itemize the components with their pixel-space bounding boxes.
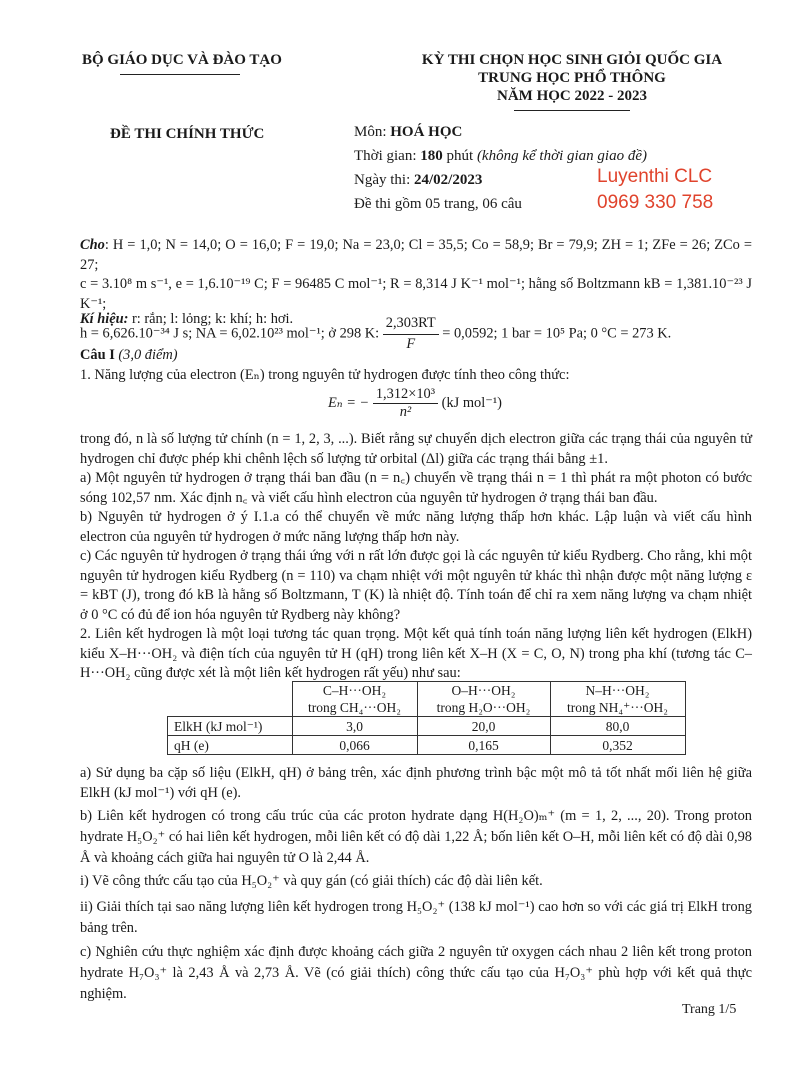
q1-part2: 2. Liên kết hydrogen là một loại tương tác quan trọng. Một kết quả tính toán năng lượng liên kết hydrogen (ElkH) kiểu X–H···OH₂ và điện tích của nguyên tử H (qH) trong liên kết X–H (X = C, O, N) trong pha khí (tương tác C–H···OH₂ cũng được xét là một liên kết hydrogen rất yếu) như sau: [80,626,752,681]
constant-fraction: $\frac{2,303RT}{F}$ [383,314,439,354]
q2-part-a: a) Sử dụng ba cặp số liệu (ElkH, qH) ở bảng trên, xác định phương trình bậc một mô tả tốt nhất mối liên hệ giữa ElkH (kJ mol⁻¹) với qH (e). [80,765,752,801]
exam-title-line3: NĂM HỌC 2022 - 2023 [497,88,647,104]
table-row: qH (e) 0,066 0,165 0,352 [168,736,686,755]
hydrogen-bond-table [167,681,686,755]
q2-part-c: c) Nghiên cứu thực nghiệm xác định được khoảng cách giữa 2 nguyên tử oxygen cách nhau 2 liên kết trong proton hydrate H₇O₃⁺ là 2,43 Å và 2,73 Å. Vẽ (có giải thích) công thức cấu tạo của H₇O₃⁺ phù hợp với kết quả thực nghiệm. [80,944,752,1002]
table-header-cell: N–H···OH₂ trong NH₄⁺···OH₂ [550,682,685,717]
watermark-name: Luyenthi CLC [597,166,713,187]
q1-part1: 1. Năng lượng của electron (Eₙ) trong nguyên tử hydrogen được tính theo công thức: [80,367,570,383]
symbols-line: Kí hiệu: r: rắn; l: lỏng; k: khí; h: hơi. [80,311,294,327]
question-1-title: Câu I (3,0 điểm) [80,347,178,363]
q1-part-a: a) Một nguyên tử hydrogen ở trạng thái ban đầu (n = n꜀) chuyển về trạng thái n = 1 thì phát ra một photon có bước sóng 102,57 nm. Xác định n꜀ và viết cấu hình electron của nguyên tử hydrogen ở trạng thái ban đầu. [80,470,752,506]
pages-line: Đề thi gồm 05 trang, 06 câu [354,196,522,212]
ministry-underline [120,74,240,75]
ministry-name: BỘ GIÁO DỤC VÀ ĐÀO TẠO [82,52,282,68]
exam-title-line1: KỲ THI CHỌN HỌC SINH GIỎI QUỐC GIA [421,52,723,68]
table-header-row [168,682,686,717]
q2-part-b-ii: ii) Giải thích tại sao năng lượng liên kết hydrogen trong H₅O₂⁺ (138 kJ mol⁻¹) cao hơn so với các giá trị ElkH trong bảng trên. [80,899,752,936]
table-header-cell: O–H···OH₂ trong H₂O···OH₂ [417,682,550,717]
subject-line: Môn: HOÁ HỌC [354,124,463,140]
energy-formula: Eₙ = − $\frac{\text{1,312×10³}}{\text{n²}}$ (kJ mol⁻¹) [328,386,502,420]
time-line: Thời gian: 180 phút (không kể thời gian giao đề) [354,148,647,164]
subject: HOÁ HỌC [390,124,463,140]
q1-part-c: c) Các nguyên tử hydrogen ở trạng thái ứng với n rất lớn được gọi là các nguyên tử kiểu Rydberg. Cho rằng, khi một nguyên tử hydrogen kiểu Rydberg (n = 110) va chạm nhiệt với một nguyên tử khác thì nhận được một năng lượng ε = kBT (J), trong đó kB là hằng số Boltzmann, T (K) là nhiệt độ. Tính toán để chỉ ra xem năng lượng va chạm nhiệt ở 0 °C có đủ để ion hóa nguyên tử Rydberg này không? [80,548,752,623]
q2-part-b-i: i) Vẽ công thức cấu tạo của H₅O₂⁺ và quy gán (có giải thích) các độ dài liên kết. [80,873,543,889]
official-label: ĐỀ THI CHÍNH THỨC [110,126,265,142]
date-line: Ngày thi: 24/02/2023 [354,172,483,188]
q1-part1-text: trong đó, n là số lượng tử chính (n = 1, 2, 3, ...). Biết rằng sự chuyển dịch electron giữa các trạng thái của nguyên tử hydrogen chỉ được phép khi chênh lệch số lượng tử orbital (Δl) giữa các trạng thái bằng ±1. [80,431,752,467]
constants-block: Cho: H = 1,0; N = 14,0; O = 16,0; F = 19,0; Na = 23,0; Cl = 35,5; Co = 58,9; Br = 79,9; ZH = 1; ZFe = 26; ZCo = 27; c = 3.10⁸ m s⁻¹, e = 1,6.10⁻¹⁹ C; F = 96485 C mol⁻¹; R = 8,314 J K⁻¹ mol⁻¹; hằng số Boltzmann kB = 1,381.10⁻²³ J K⁻¹; h = 6,626.10⁻³⁴ J s; NA = 6,02.10²³ mol⁻¹; ở 298 K: $\frac{2,303RT}{F}$ = 0,0592; 1 bar = 10⁵ Pa; 0 °C = 273 K. [80,236,752,354]
table-row: ElkH (kJ mol⁻¹) 3,0 20,0 80,0 [168,717,686,736]
exam-title-underline [514,110,630,111]
exam-title-line2: TRUNG HỌC PHỔ THÔNG [478,70,666,86]
watermark-phone: 0969 330 758 [597,192,714,213]
q1-part-b: b) Nguyên tử hydrogen ở ý I.1.a có thể chuyển về mức năng lượng thấp hơn khác. Lập luận và viết cấu hình electron của nguyên tử hydrogen ở mức năng lượng thấp hơn này. [80,509,752,545]
q2-part-b: b) Liên kết hydrogen có trong cấu trúc của các proton hydrate dạng H(H₂O)ₘ⁺ (m = 1, 2, ..., 20). Trong proton hydrate H₅O₂⁺ có hai liên kết hydrogen, mỗi liên kết có độ dài 1,22 Å; bốn liên kết O–H, mỗi liên kết có độ dài 0,98 Å và khoảng cách giữa hai nguyên tử O là 2,44 Å. [80,808,752,866]
page-number: Trang 1/5 [682,1002,737,1017]
table-header-cell: C–H···OH₂ trong CH₄···OH₂ [292,682,417,717]
